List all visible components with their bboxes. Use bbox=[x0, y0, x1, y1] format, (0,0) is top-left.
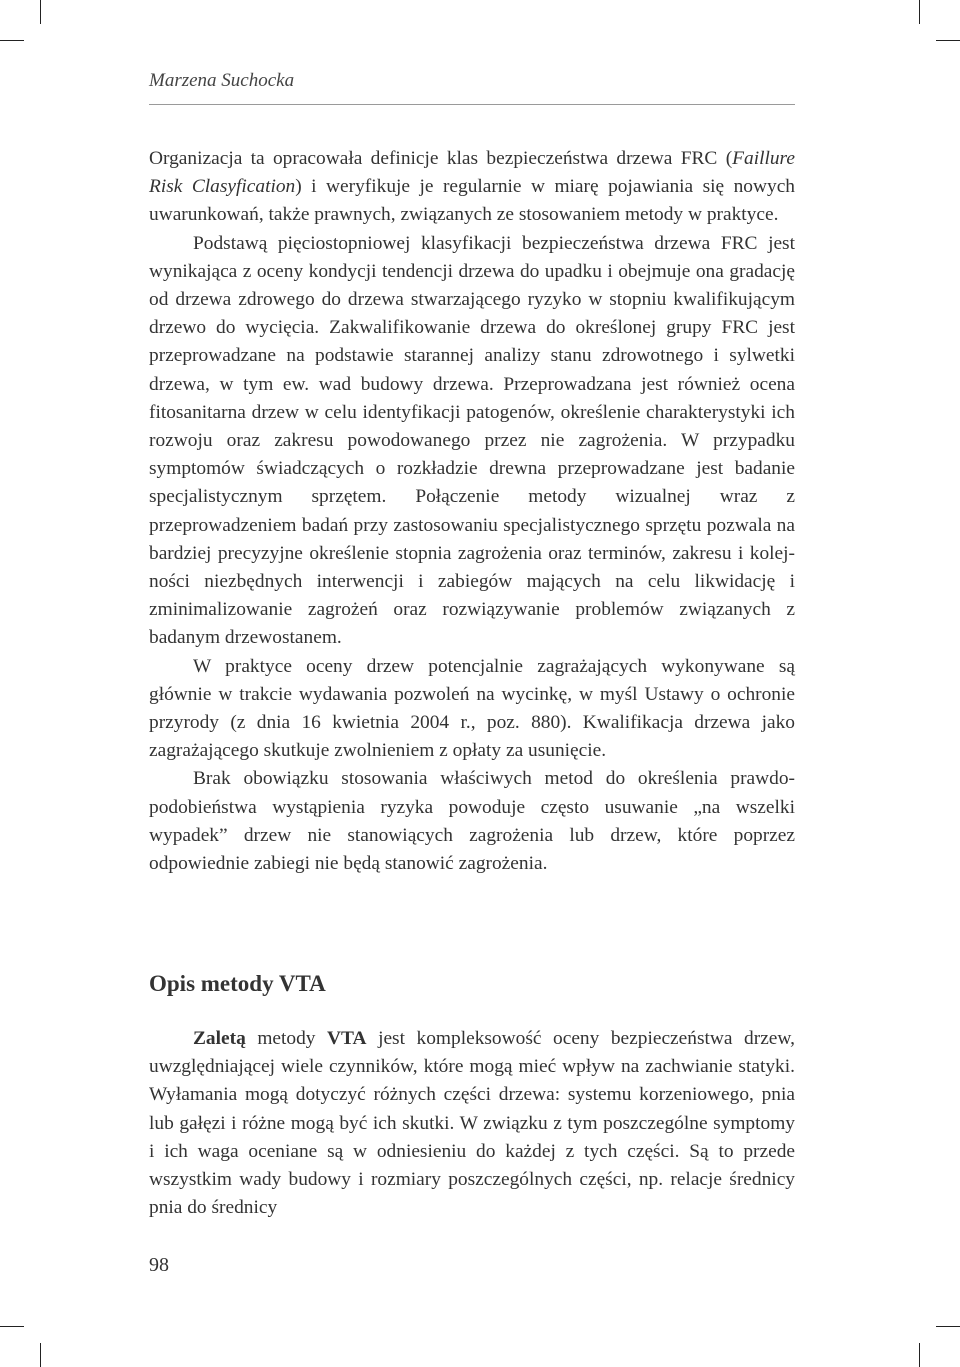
section-heading: Opis metody VTA bbox=[149, 971, 326, 996]
paragraph-2: Podstawą pięciostopniowej klasyfikacji bezpieczeństwa drzewa FRC jest wynikająca z oceny kondycji tendencji drzewa do upadku i obejmuje ona gradację od drzewa zdrowego do drzewa stwarzającego ryzyko w stopniu kwalifikującym drzewo do wycięcia. Zakwalifikowanie drzewa do określonej grupy FRC jest przeprowadzane na podstawie starannej analizy stanu zdrowotnego i sylwetki drzewa, w tym ew. wad budowy drzewa. Przeprowadzana jest również ocena fitosanitarna drzew w celu identyfikacji patogenów, określenie charakterystyki ich rozwoju oraz zakresu powodowanego przez nie zagrożenia. W przypadku symptomów świadczących o rozkładzie drewna przeprowadzane jest badanie specjalistycznym sprzętem. Połączenie metody wizualnej wraz z przeprowadzeniem badań przy zastosowaniu specjalistycznego sprzętu pozwala na bardziej precyzyjne określenie stopnia zagrożenia oraz terminów, zakresu i kolejności niezbędnych interwencji i zabiegów mających na celu likwidację i zminimalizowanie zagrożeń oraz rozwiązywanie problemów związanych z badanym drzewostanem. bbox=[149, 232, 795, 649]
crop-mark-top-left-horizontal bbox=[0, 40, 24, 41]
running-head: Marzena Suchocka bbox=[149, 70, 295, 91]
paragraph-4: Brak obowiązku stosowania właściwych metod do określenia prawdopodobieństwa wystąpienia ryzyka powoduje często usuwanie „na wszelki wypadek” drzew nie stanowiących zagrożenia lub drzew, które poprzez odpowiednie zabiegi nie będą stanowić zagrożenia. bbox=[149, 768, 795, 875]
bold-term-vta: VTA bbox=[327, 1028, 367, 1049]
bold-term-zaleta: Zaletą bbox=[193, 1028, 246, 1049]
paragraph-1-italic-term: Faillure Risk Clasyfication bbox=[149, 148, 795, 198]
header-rule bbox=[149, 104, 795, 105]
paragraph-3: W praktyce oceny drzew potencjalnie zagrażających wykonywane są głównie w trakcie wydawania pozwoleń na wycinkę, w myśl Ustawy o ochronie przyrody (z dnia 16 kwietnia 2004 r., poz. 880). Kwalifikacja drzewa jako zagrażającego skutkuje zwolnieniem z opłaty za usunięcie. bbox=[149, 655, 795, 762]
section-text-1: metody bbox=[245, 1028, 328, 1049]
crop-mark-top-left-vertical bbox=[40, 0, 41, 24]
crop-mark-bottom-left-vertical bbox=[40, 1343, 41, 1367]
crop-mark-top-right-vertical bbox=[919, 0, 920, 24]
crop-mark-top-right-horizontal bbox=[936, 40, 960, 41]
crop-mark-bottom-right-horizontal bbox=[936, 1326, 960, 1327]
section-text-2: jest kompleksowość oceny bezpieczeństwa drzew, uwzględniającej wiele czynników, które mogą mieć wpływ na zachwianie statyki. Wyłamania mogą dotyczyć różnych części drzewa: systemu korzeniowego, pnia lub gałęzi i różne mogą być ich skutki. W związku z tym poszczególne symptomy i ich waga oceniane są w odniesieniu do każdej z tych części. Są to przede wszystkim wady budowy i rozmiary poszczególnych części, np. relacje średnicy pnia do średnicy bbox=[149, 1028, 795, 1219]
section-text bbox=[149, 1025, 795, 1222]
paragraph-1-text-a: Organizacja ta opracowała definicje klas bezpieczeństwa drzewa FRC ( bbox=[149, 148, 733, 169]
page-number: 98 bbox=[149, 1254, 169, 1276]
paragraph-1 bbox=[149, 145, 795, 230]
main-text bbox=[149, 145, 795, 878]
section-paragraph-1 bbox=[149, 1025, 795, 1222]
crop-mark-bottom-left-horizontal bbox=[0, 1326, 24, 1327]
crop-mark-bottom-right-vertical bbox=[919, 1343, 920, 1367]
paragraph-1-text-b: ) i weryfikuje je regularnie w miarę pojawiania się nowych uwarunkowań, także prawnych, związanych ze stosowaniem metody w praktyce. bbox=[149, 176, 795, 226]
